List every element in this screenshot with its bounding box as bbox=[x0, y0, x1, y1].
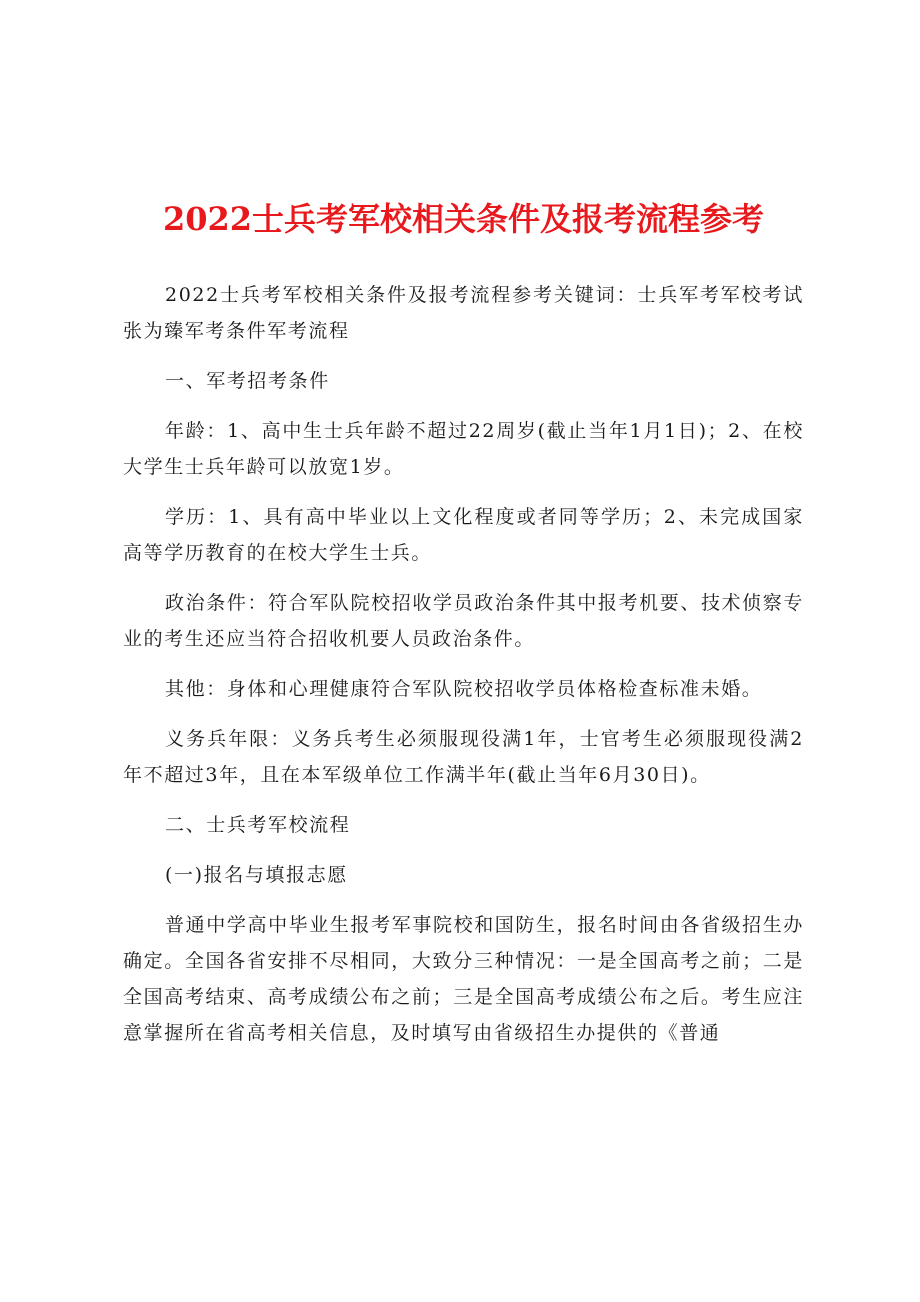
paragraph-other: 其他：身体和心理健康符合军队院校招收学员体格检查标准未婚。 bbox=[165, 678, 763, 700]
paragraph-age: 年龄：1、高中生士兵年龄不超过22周岁(截止当年1月1日)；2、在校大学生士兵年龄可以放宽1岁。 bbox=[123, 420, 804, 478]
paragraph-registration: 普通中学高中毕业生报考军事院校和国防生，报名时间由各省级招生办确定。全国各省安排不尽相同，大致分三种情况：一是全国高考之前；二是全国高考结束、高考成绩公布之前；三是全国高考成绩公布之后。考生应注意掌握所在省高考相关信息，及时填写由省级招生办提供的《普通 bbox=[123, 914, 804, 1044]
paragraph-keywords: 2022士兵考军校相关条件及报考流程参考关键词：士兵军考军校考试张为臻军考条件军考流程 bbox=[123, 284, 804, 342]
paragraph-education: 学历：1、具有高中毕业以上文化程度或者同等学历；2、未完成国家高等学历教育的在校大学生士兵。 bbox=[123, 506, 804, 564]
section-heading-conditions: 一、军考招考条件 bbox=[165, 370, 330, 392]
paragraph-political: 政治条件：符合军队院校招收学员政治条件其中报考机要、技术侦察专业的考生还应当符合招收机要人员政治条件。 bbox=[123, 592, 804, 650]
section-heading-process: 二、士兵考军校流程 bbox=[165, 814, 351, 836]
subsection-heading-registration: (一)报名与填报志愿 bbox=[165, 864, 348, 886]
document-body bbox=[123, 277, 804, 1051]
document-title: 2022士兵考军校相关条件及报考流程参考 bbox=[162, 200, 765, 238]
paragraph-service-years: 义务兵年限：义务兵考生必须服现役满1年，士官考生必须服现役满2年不超过3年，且在本军级单位工作满半年(截止当年6月30日)。 bbox=[123, 728, 804, 786]
